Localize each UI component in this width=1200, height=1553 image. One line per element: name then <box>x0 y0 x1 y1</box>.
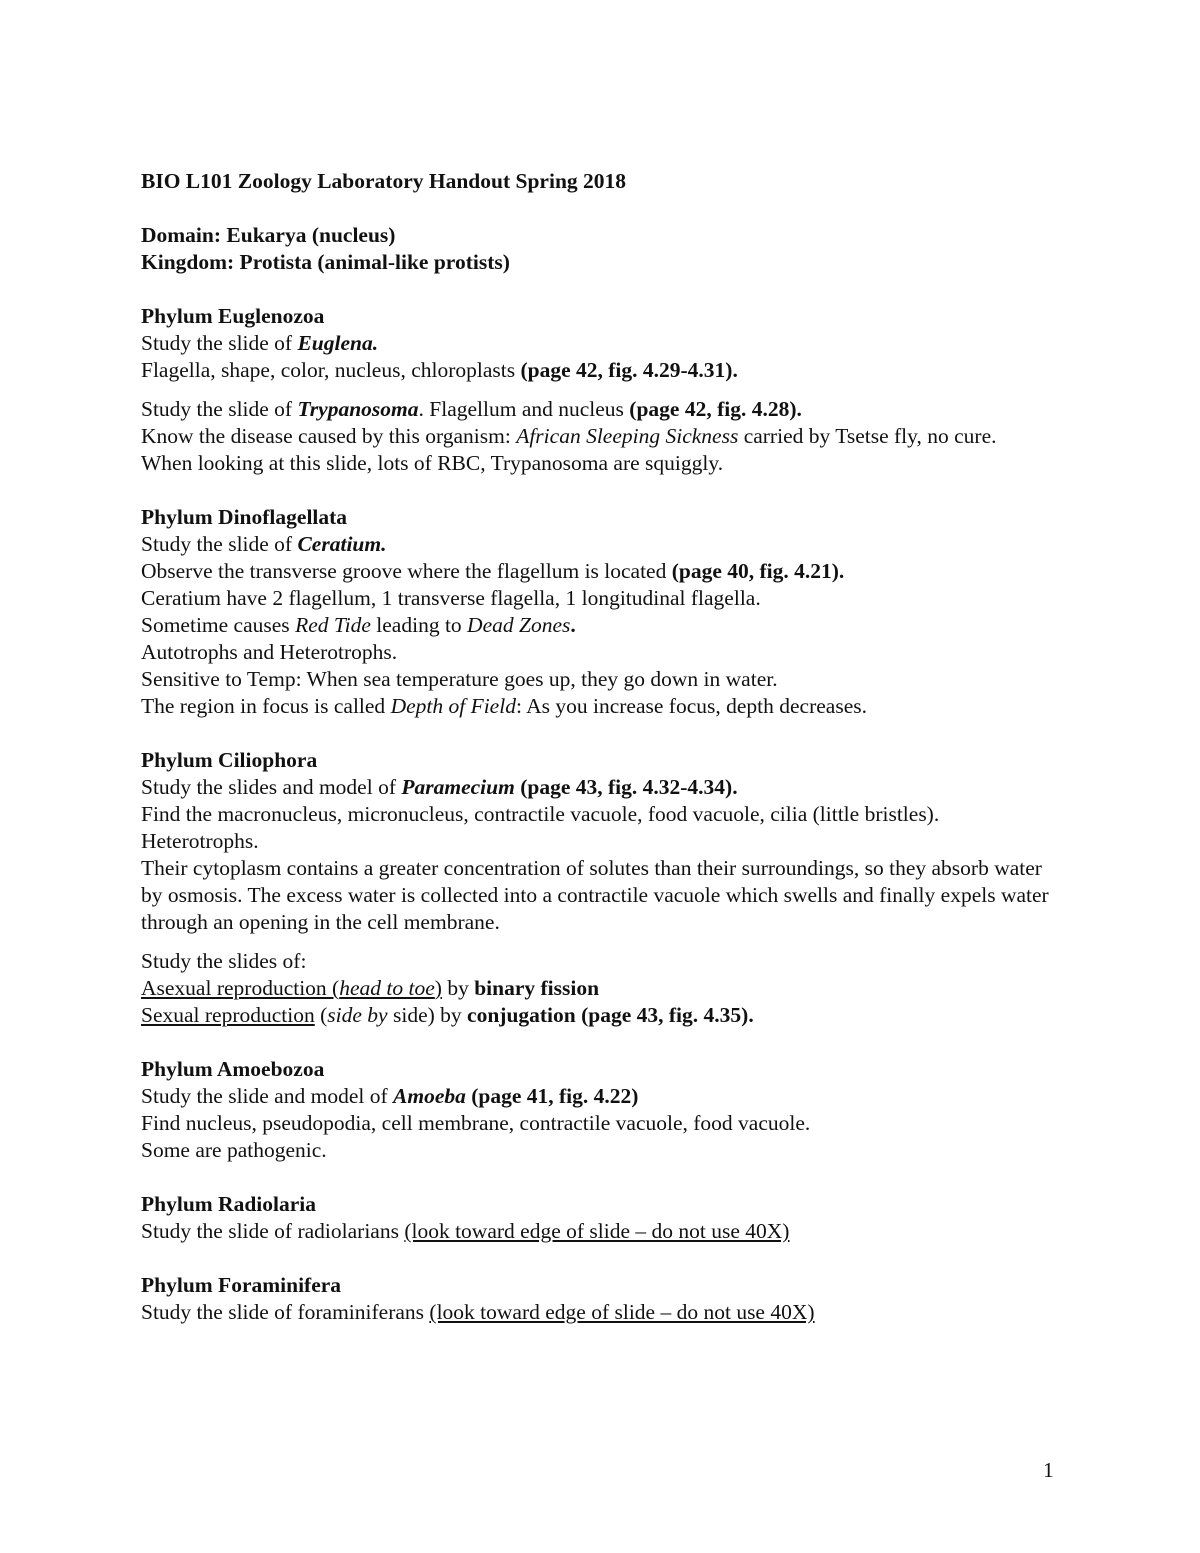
text-span: Study the slide of <box>141 397 298 421</box>
page-reference: (page 41, fig. 4.22) <box>465 1084 639 1108</box>
text-line <box>141 774 1061 801</box>
term: Red Tide <box>295 613 371 637</box>
section-amoebozoa <box>141 1056 1061 1164</box>
text-line: When looking at this slide, lots of RBC, Trypanosoma are squiggly. <box>141 451 724 475</box>
text-line: Autotrophs and Heterotrophs. <box>141 640 398 664</box>
text-span: Study the slides and model of <box>141 775 402 799</box>
organism-name: Euglena. <box>297 331 379 355</box>
note: (look toward edge of slide – do not use 40X) <box>429 1300 815 1324</box>
text-span: by <box>441 976 475 1000</box>
text-line <box>141 1083 1061 1110</box>
text-span: Study the slide of radiolarians <box>141 1219 405 1243</box>
text-span: carried by Tsetse fly, no cure. <box>738 424 997 448</box>
section-dinoflagellata <box>141 504 1061 720</box>
text-line <box>141 1218 1061 1245</box>
text-line <box>141 1299 1061 1326</box>
page-reference: (page 43, fig. 4.32-4.34). <box>514 775 738 799</box>
term: Dead Zones <box>467 613 571 637</box>
text-line: Ceratium have 2 flagellum, 1 transverse flagella, 1 longitudinal flagella. <box>141 586 761 610</box>
text-span: The region in focus is called <box>141 694 391 718</box>
text-span: Observe the transverse groove where the flagellum is located <box>141 559 672 583</box>
text-span: Know the disease caused by this organism: <box>141 424 517 448</box>
organism-name: Trypanosoma <box>297 397 419 421</box>
section-heading: Phylum Euglenozoa <box>141 304 325 328</box>
domain-line: Domain: Eukarya (nucleus) <box>141 223 396 247</box>
term: binary fission <box>474 976 600 1000</box>
text-span: ) <box>434 976 442 1000</box>
document-title: BIO L101 Zoology Laboratory Handout Spring 2018 <box>141 169 627 193</box>
text-line <box>141 612 1061 639</box>
section-ciliophora <box>141 747 1061 1029</box>
organism-name: Ceratium. <box>297 532 387 556</box>
text-line: Find nucleus, pseudopodia, cell membrane, contractile vacuole, food vacuole. <box>141 1111 811 1135</box>
section-heading: Phylum Ciliophora <box>141 748 318 772</box>
section-heading: Phylum Radiolaria <box>141 1192 317 1216</box>
organism-name: Paramecium <box>401 775 515 799</box>
term: side by <box>327 1003 388 1027</box>
text-line <box>141 357 1061 384</box>
term: Depth of Field <box>390 694 516 718</box>
text-span: : As you increase focus, depth decreases. <box>515 694 867 718</box>
document-page <box>141 168 1061 1326</box>
text-span: Flagella, shape, color, nucleus, chloroplasts <box>141 358 521 382</box>
text-span: leading to <box>370 613 468 637</box>
text-line <box>141 396 1061 423</box>
text-span: Study the slide of <box>141 532 298 556</box>
text-span: Sexual reproduction <box>141 1003 315 1027</box>
text-line <box>141 558 1061 585</box>
text-span: . Flagellum and nucleus <box>418 397 630 421</box>
text-paragraph: Their cytoplasm contains a greater concentration of solutes than their surroundings, so they absorb water by osmosis. The excess water is collected into a contractile vacuole which swells and finally expels water through an opening in the cell membrane. <box>141 856 1049 934</box>
section-heading: Phylum Dinoflagellata <box>141 505 348 529</box>
text-line <box>141 330 1061 357</box>
disease-name: African Sleeping Sickness <box>516 424 739 448</box>
text-span: . <box>570 613 576 637</box>
text-line <box>141 975 1061 1002</box>
page-reference: (page 40, fig. 4.21). <box>671 559 845 583</box>
section-radiolaria <box>141 1191 1061 1245</box>
text-line: Find the macronucleus, micronucleus, contractile vacuole, food vacuole, cilia (little bristles). <box>141 802 940 826</box>
text-line: Heterotrophs. <box>141 829 259 853</box>
text-span: Asexual reproduction ( <box>141 976 340 1000</box>
text-line <box>141 531 1061 558</box>
text-line: Some are pathogenic. <box>141 1138 327 1162</box>
text-span: ( <box>314 1003 328 1027</box>
note: (look toward edge of slide – do not use 40X) <box>404 1219 790 1243</box>
text-line: Sensitive to Temp: When sea temperature goes up, they go down in water. <box>141 667 778 691</box>
section-heading: Phylum Foraminifera <box>141 1273 342 1297</box>
organism-name: Amoeba <box>393 1084 466 1108</box>
text-span: side) by <box>387 1003 468 1027</box>
text-line <box>141 693 1061 720</box>
term: head to toe <box>339 976 435 1000</box>
text-line: Study the slides of: <box>141 949 307 973</box>
kingdom-line: Kingdom: Protista (animal-like protists) <box>141 250 510 274</box>
text-line <box>141 423 1061 450</box>
section-heading: Phylum Amoebozoa <box>141 1057 325 1081</box>
section-euglenozoa <box>141 303 1061 477</box>
section-foraminifera <box>141 1272 1061 1326</box>
page-number: 1 <box>1043 1458 1054 1482</box>
page-reference: (page 42, fig. 4.28). <box>629 397 802 421</box>
text-line <box>141 1002 1061 1029</box>
page-reference: (page 42, fig. 4.29-4.31). <box>520 358 738 382</box>
text-span: Sometime causes <box>141 613 296 637</box>
text-span: Study the slide of foraminiferans <box>141 1300 430 1324</box>
page-reference: conjugation (page 43, fig. 4.35). <box>467 1003 754 1027</box>
text-span: Study the slide and model of <box>141 1084 393 1108</box>
classification-block <box>141 222 1061 276</box>
text-span: Study the slide of <box>141 331 298 355</box>
